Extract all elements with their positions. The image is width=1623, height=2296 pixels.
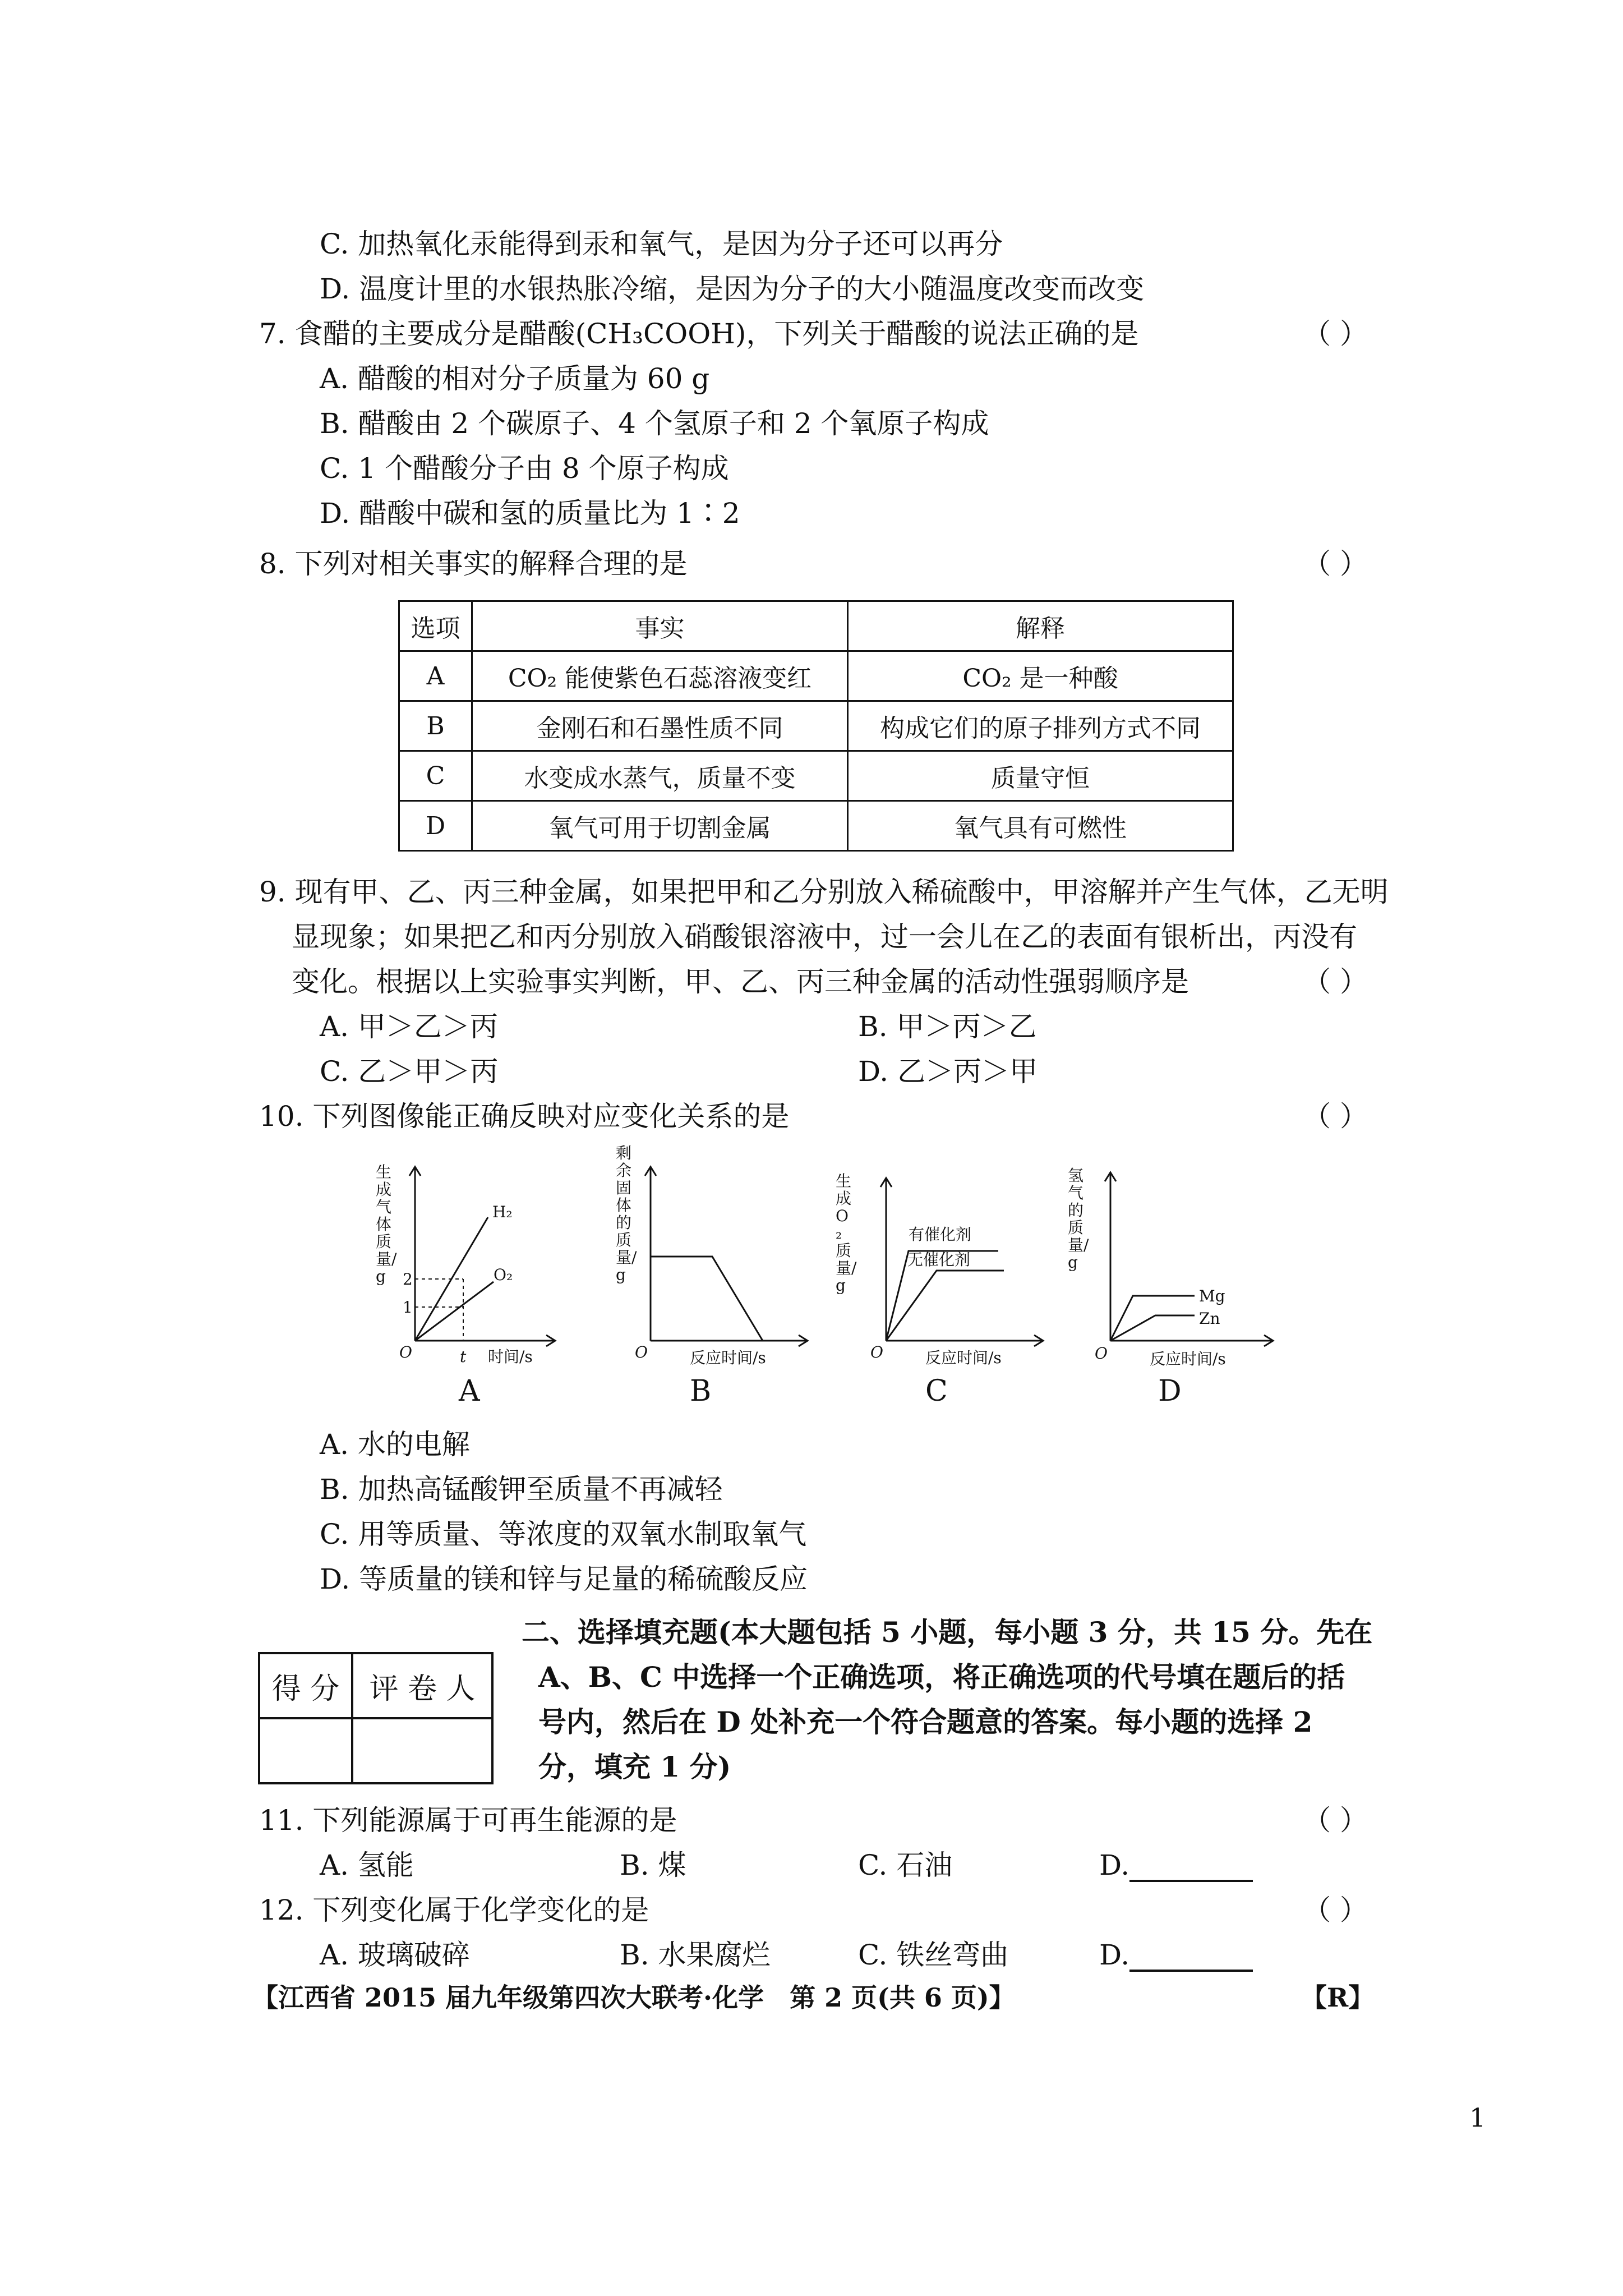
cell-explanation: 构成它们的原子排列方式不同: [848, 701, 1233, 751]
cell-explanation: CO₂ 是一种酸: [848, 651, 1233, 701]
graph-a-tick-t: t: [460, 1347, 467, 1366]
q12-stem: 12. 下列变化属于化学变化的是: [259, 1894, 649, 1926]
cell-option: C: [399, 751, 472, 801]
q7-option-c: C. 1 个醋酸分子由 8 个原子构成: [320, 452, 729, 485]
graph-b-xlabel: 反应时间/s: [690, 1349, 766, 1367]
q12-option-c: C. 铁丝弯曲: [858, 1939, 1009, 1971]
section2-line2: A、B、C 中选择一个正确选项，将正确选项的代号填在题后的括: [538, 1660, 1345, 1694]
score-table: [258, 1652, 494, 1784]
section2-line4: 分，填充 1 分): [538, 1750, 731, 1783]
cell-option: D: [399, 801, 472, 851]
q12-option-a: A. 玻璃破碎: [320, 1939, 470, 1971]
graph-a: [359, 1156, 583, 1371]
q10-answer-paren: （ ）: [1303, 1100, 1368, 1133]
page-footer: 【江西省 2015 届九年级第四次大联考·化学 第 2 页(共 6 页)】: [252, 1982, 1015, 2013]
q7-option-a: A. 醋酸的相对分子质量为 60 g: [320, 362, 710, 395]
cell-option: A: [399, 651, 472, 701]
q12-blank[interactable]: [1129, 1943, 1253, 1972]
graph-a-origin: O: [399, 1343, 412, 1361]
q9-option-a: A. 甲＞乙＞丙: [320, 1010, 498, 1043]
paper-version: 【R】: [1301, 1982, 1375, 2013]
q10-option-d: D. 等质量的镁和锌与足量的稀硫酸反应: [320, 1563, 808, 1595]
graph-a-series2-label: O₂: [494, 1266, 513, 1284]
q12-option-b: B. 水果腐烂: [620, 1939, 771, 1971]
graph-label-a: A: [459, 1374, 480, 1408]
header-fact: 事实: [472, 601, 848, 651]
section2-line1: 二、选择填充题(本大题包括 5 小题，每小题 3 分，共 15 分。先在: [522, 1616, 1373, 1649]
header-explanation: 解释: [848, 601, 1233, 651]
graph-label-c: C: [925, 1374, 948, 1408]
cell-fact: 氧气可用于切割金属: [472, 801, 848, 851]
q10-option-a: A. 水的电解: [320, 1428, 470, 1461]
q11-option-b: B. 煤: [620, 1849, 686, 1881]
score-header: 得 分: [259, 1653, 352, 1718]
graph-d-series2-label: Zn: [1199, 1309, 1220, 1328]
q7-answer-paren: （ ）: [1303, 318, 1368, 350]
graph-c-svg: [830, 1167, 1054, 1369]
graph-d-xlabel: 反应时间/s: [1150, 1350, 1226, 1368]
cell-explanation: 氧气具有可燃性: [848, 801, 1233, 851]
q11-answer-paren: （ ）: [1303, 1804, 1368, 1837]
graph-c-origin: O: [870, 1343, 883, 1361]
table-row: [399, 651, 1233, 701]
graph-d: [1066, 1161, 1290, 1371]
q11-blank[interactable]: [1129, 1853, 1253, 1882]
graph-label-d: D: [1158, 1374, 1182, 1408]
q8-stem: 8. 下列对相关事实的解释合理的是: [259, 547, 688, 580]
graph-a-tick-1: 1: [403, 1298, 413, 1317]
graph-d-origin: O: [1095, 1344, 1108, 1363]
q6-option-d: D. 温度计里的水银热胀冷缩，是因为分子的大小随温度改变而改变: [320, 273, 1145, 305]
graph-label-b: B: [690, 1374, 712, 1408]
table-header-row: [399, 601, 1233, 651]
q9-option-d: D. 乙＞丙＞甲: [858, 1055, 1038, 1088]
q11-option-d-label: D.: [1099, 1849, 1130, 1881]
q8-table: [398, 600, 1234, 852]
q12-option-d: [1099, 1938, 1253, 1972]
cell-fact: 金刚石和石墨性质不同: [472, 701, 848, 751]
q9-stem-line2: 显现象；如果把乙和丙分别放入硝酸银溶液中，过一会儿在乙的表面有银析出，丙没有: [292, 921, 1357, 953]
q7-option-b: B. 醋酸由 2 个碳原子、4 个氢原子和 2 个氧原子构成: [320, 407, 989, 440]
q7-stem: 7. 食醋的主要成分是醋酸(CH₃COOH)，下列关于醋酸的说法正确的是: [259, 318, 1139, 350]
graph-c-series2-label: 无催化剂: [907, 1250, 971, 1269]
graph-d-ylabel: 氢气的质量/g: [1068, 1166, 1089, 1272]
section2-line3: 号内，然后在 D 处补充一个符合题意的答案。每小题的选择 2: [538, 1705, 1313, 1738]
cell-explanation: 质量守恒: [848, 751, 1233, 801]
graph-a-xlabel: 时间/s: [488, 1347, 533, 1366]
q10-option-b: B. 加热高锰酸钾至质量不再减轻: [320, 1473, 723, 1506]
q11-option-a: A. 氢能: [320, 1849, 414, 1881]
graph-b-origin: O: [635, 1343, 648, 1361]
header-option: 选项: [399, 601, 472, 651]
graph-a-series1-label: H₂: [492, 1203, 513, 1221]
q10-option-c: C. 用等质量、等浓度的双氧水制取氧气: [320, 1518, 807, 1550]
q9-option-b: B. 甲＞丙＞乙: [858, 1010, 1037, 1043]
q7-option-d: D. 醋酸中碳和氢的质量比为 1∶2: [320, 497, 740, 530]
q11-stem: 11. 下列能源属于可再生能源的是: [259, 1804, 677, 1837]
q6-option-c: C. 加热氧化汞能得到汞和氧气，是因为分子还可以再分: [320, 228, 1003, 260]
table-row: [399, 801, 1233, 851]
grader-header: 评 卷 人: [352, 1653, 492, 1718]
grader-cell[interactable]: [352, 1718, 492, 1783]
page-number: 1: [1469, 2102, 1486, 2133]
q11-option-d: [1099, 1848, 1253, 1882]
graph-c-ylabel: 生成O₂质量/g: [836, 1172, 857, 1295]
graph-c: [830, 1167, 1054, 1371]
graph-a-tick-2: 2: [403, 1270, 413, 1289]
graph-d-svg: [1066, 1161, 1290, 1369]
table-row: [399, 701, 1233, 751]
graph-b: [594, 1144, 819, 1371]
graph-b-ylabel: 剩余固体的质量/g: [616, 1144, 637, 1284]
q9-option-c: C. 乙＞甲＞丙: [320, 1055, 499, 1088]
score-cell[interactable]: [259, 1718, 352, 1783]
q9-answer-paren: （ ）: [1303, 965, 1368, 998]
q12-option-d-label: D.: [1099, 1939, 1130, 1971]
q11-option-c: C. 石油: [858, 1849, 953, 1881]
graph-c-xlabel: 反应时间/s: [925, 1349, 1002, 1367]
q12-answer-paren: （ ）: [1303, 1894, 1368, 1926]
q9-stem-line3: 变化。根据以上实验事实判断，甲、乙、丙三种金属的活动性强弱顺序是: [292, 965, 1189, 998]
cell-option: B: [399, 701, 472, 751]
table-row: [399, 751, 1233, 801]
graph-d-series1-label: Mg: [1199, 1287, 1225, 1305]
q8-answer-paren: （ ）: [1303, 547, 1368, 580]
graph-c-series1-label: 有催化剂: [909, 1225, 972, 1244]
graph-a-ylabel: 生成气体质量/g: [376, 1163, 397, 1286]
cell-fact: CO₂ 能使紫色石蕊溶液变红: [472, 651, 848, 701]
q9-stem-line1: 9. 现有甲、乙、丙三种金属，如果把甲和乙分别放入稀硫酸中，甲溶解并产生气体，乙无明: [259, 876, 1389, 908]
cell-fact: 水变成水蒸气，质量不变: [472, 751, 848, 801]
q10-stem: 10. 下列图像能正确反映对应变化关系的是: [259, 1100, 790, 1133]
